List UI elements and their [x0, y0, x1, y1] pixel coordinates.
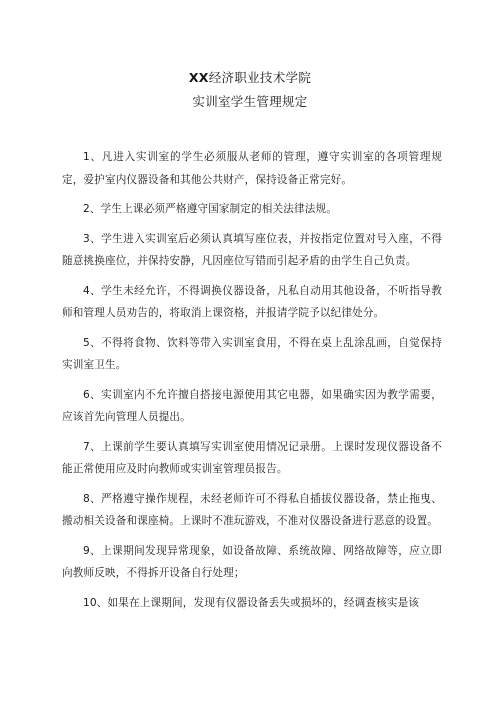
paragraph-6: 6、实训室内不允许擅自搭接电源使用其它电器，如果确实因为教学需要，应该首先向管理人员提出。 — [62, 388, 442, 423]
document-title — [0, 66, 500, 90]
document-subtitle: 实训室学生管理规定 — [192, 94, 308, 109]
paragraph-8: 8、严格遵守操作规程，未经老师许可不得私自插拔仪器设备，禁止拖曳、搬动相关设备和课座椅。上课时不准玩游戏，不准对仪器设备进行恶意的设置。 — [62, 492, 442, 527]
paragraph-4: 4、学生未经允许，不得调换仪器设备，凡私自动用其他设备，不听指导教师和管理人员劝告的，将取消上课资格，并报请学院予以纪律处分。 — [62, 284, 442, 319]
paragraph-1: 1、凡进入实训室的学生必须服从老师的管理，遵守实训室的各项管理规定，爱护室内仪器设备和其他公共财产，保持设备正常完好。 — [62, 151, 442, 186]
title-rest: 经济职业技术学院 — [208, 70, 312, 85]
paragraph-10: 10、如果在上课期间，发现有仪器设备丢失或损坏的，经调查核实是该 — [83, 596, 420, 609]
title-block — [0, 66, 500, 114]
paragraph-5: 5、不得将食物、饮料等带入实训室食用，不得在桌上乱涂乱画，自觉保持实训室卫生。 — [62, 336, 442, 371]
document-body — [62, 146, 442, 621]
title-prefix: XX — [188, 70, 209, 85]
paragraph-7: 7、上课前学生要认真填写实训室使用情况记录册。上课时发现仪器设备不能正常使用应及时向教师或实训室管理员报告。 — [62, 440, 442, 475]
paragraph-9: 9、上课期间发现异常现象，如设备故障、系统故障、网络故障等，应立即向教师反映，不得拆开设备自行处理； — [62, 544, 442, 579]
paragraph-2: 2、学生上课必须严格遵守国家制定的相关法律法规。 — [83, 203, 337, 215]
paragraph-3: 3、学生进入实训室后必须认真填写座位表，并按指定位置对号入座，不得随意挑换座位，并保持安静，凡因座位写错而引起矛盾的由学生自己负责。 — [62, 232, 442, 267]
